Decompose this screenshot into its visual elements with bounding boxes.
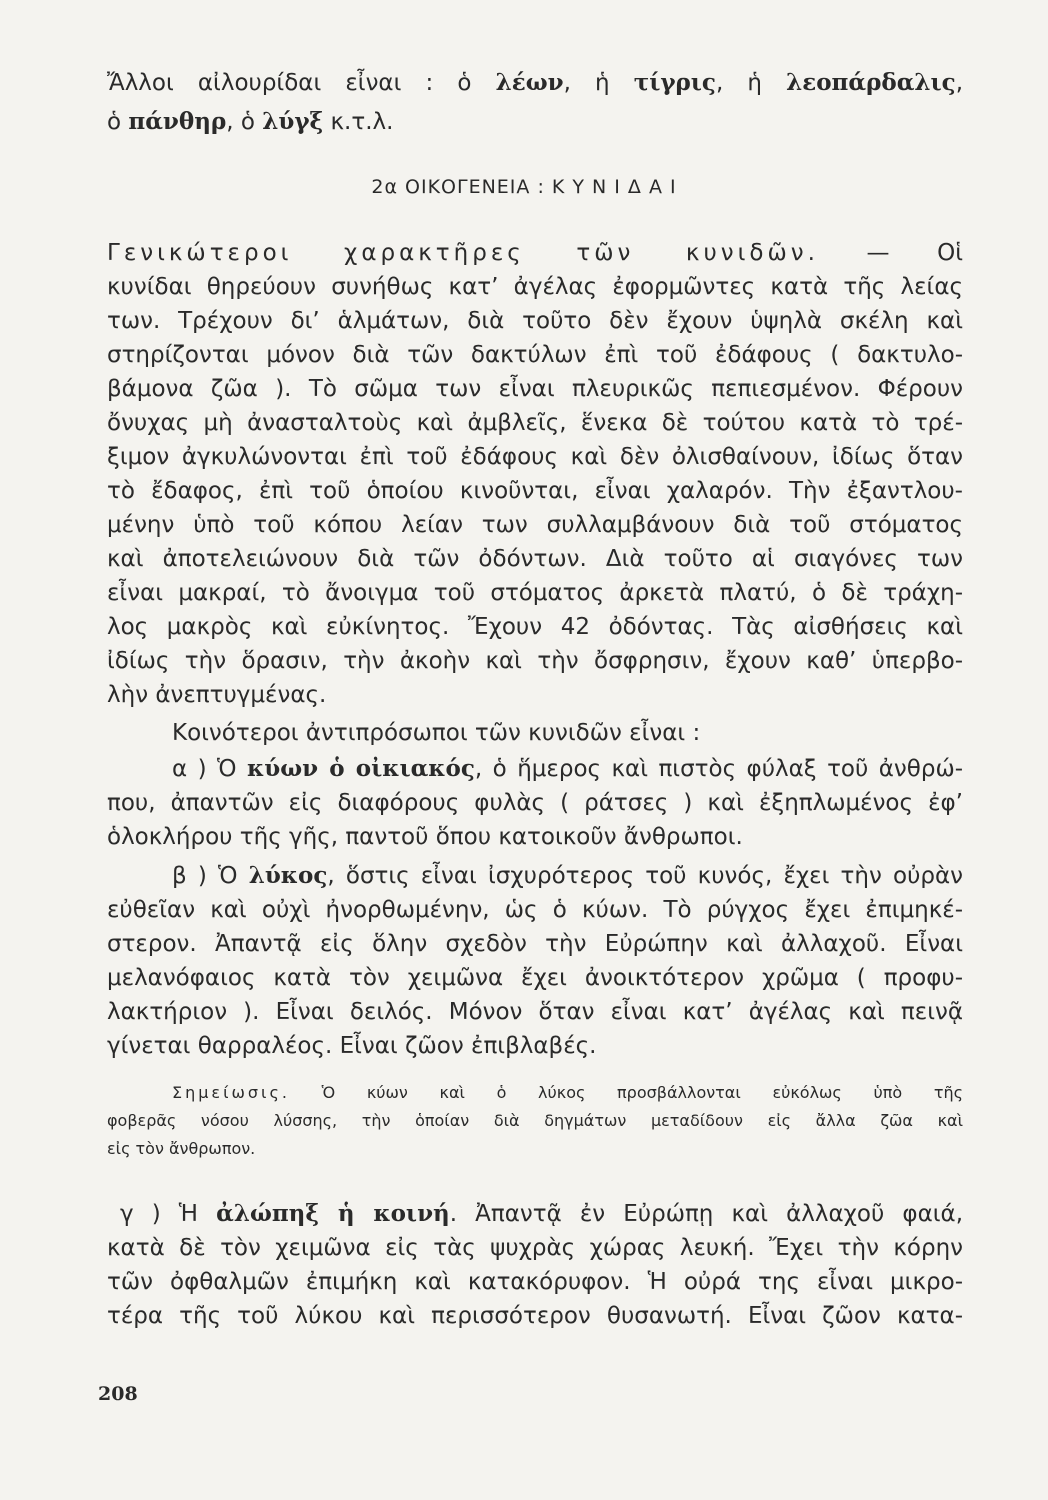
etc-text: κ.τ.λ. xyxy=(323,109,394,135)
term-tiger: τίγρις xyxy=(633,69,716,96)
para1-line: ξιμον ἀγκυλώνονται ἐπὶ τοῦ ἐδάφους καὶ δὲν ὀλισθαίνουν, ἰδίως ὅταν xyxy=(107,444,963,470)
term-lynx: λύγξ xyxy=(262,108,324,135)
term-lion: λέων xyxy=(495,69,564,96)
item-b-line: γίνεται θαρραλέος. Εἶναι ζῶον ἐπιβλαβές. xyxy=(107,1033,597,1059)
intro-text: Ἄλλοι αἰλουρίδαι εἶναι : ὁ xyxy=(107,70,496,96)
section-heading: 2α ΟΙΚΟΓΕΝΕΙΑ : Κ Υ Ν Ι Δ Α Ι xyxy=(371,176,677,198)
para1-line: ὄνυχας μὴ ἀνασταλτοὺς καὶ ἀμβλεῖς, ἕνεκα δὲ τούτου κατὰ τὸ τρέ- xyxy=(107,410,963,436)
term-leopard: λεοπάρδαλις xyxy=(786,69,956,96)
sep: , xyxy=(955,70,963,96)
item-a-text: , ὁ ἥμερος καὶ πιστὸς φύλαξ τοῦ ἀνθρώ- xyxy=(474,756,963,782)
item-a-line: ὁλοκλήρου τῆς γῆς, παντοῦ ὅπου κατοικοῦν ἄνθρωποι. xyxy=(107,824,743,850)
item-b-line: λακτήριον ). Εἶναι δειλός. Μόνον ὅταν εἶναι κατ’ ἀγέλας καὶ πεινᾷ xyxy=(107,999,963,1025)
item-c-name: ἀλώπηξ ἡ κοινή xyxy=(216,1200,450,1227)
para1-line: λὴν ἀνεπτυγμένας. xyxy=(107,682,327,708)
item-c-first-line xyxy=(120,1197,963,1231)
para1-title-line xyxy=(107,236,963,270)
item-a-first-line xyxy=(172,752,963,786)
note-line-3: εἰς τὸν ἄνθρωπον. xyxy=(107,1139,256,1158)
item-c-line: τῶν ὀφθαλμῶν ἐπιμήκη καὶ κατακόρυφον. Ἡ οὐρά της εἶναι μικρο- xyxy=(107,1269,963,1295)
page-number: 208 xyxy=(98,1383,138,1405)
note-label: Σημείωσις. xyxy=(172,1083,290,1102)
para1-line: στηρίζονται μόνον διὰ τῶν δακτύλων ἐπὶ τοῦ ἐδάφους ( δακτυλο- xyxy=(107,342,963,368)
sep: ὁ xyxy=(107,109,129,135)
item-b-name: λύκος xyxy=(248,862,328,889)
item-a-name: κύων ὁ οἰκιακός xyxy=(247,755,475,782)
item-b-line: στερον. Ἀπαντᾷ εἰς ὅλην σχεδὸν τὴν Εὐρώπην καὶ ἀλλαχοῦ. Εἶναι xyxy=(107,931,963,957)
sep: , ὁ xyxy=(226,109,263,135)
representatives-intro: Κοινότεροι ἀντιπρόσωποι τῶν κυνιδῶν εἶναι : xyxy=(172,720,701,746)
para1-line: κυνίδαι θηρεύουν συνήθως κατ’ ἀγέλας ἐφορμῶντες κατὰ τῆς λείας xyxy=(107,274,963,300)
item-b-text: , ὅστις εἶναι ἰσχυρότερος τοῦ κυνός, ἔχει τὴν οὐρὰν xyxy=(327,863,964,889)
intro-line-2 xyxy=(107,105,963,139)
item-c-line: τέρα τῆς τοῦ λύκου καὶ περισσότερον θυσανωτή. Εἶναι ζῶον κατα- xyxy=(107,1303,963,1329)
item-b-marker: β ) Ὁ xyxy=(172,863,249,889)
item-c-text: . Ἀπαντᾷ ἐν Εὐρώπῃ καὶ ἀλλαχοῦ φαιά, xyxy=(449,1201,964,1227)
sep: , ἡ xyxy=(715,70,787,96)
intro-line-1 xyxy=(107,66,963,100)
item-b-first-line xyxy=(172,859,963,893)
para1-line: μένην ὑπὸ τοῦ κόπου λείαν των συλλαμβάνουν διὰ τοῦ στόματος xyxy=(107,512,963,538)
item-a-line: που, ἀπαντῶν εἰς διαφόρους φυλὰς ( ράτσες ) καὶ ἐξηπλωμένος ἐφ’ xyxy=(107,790,963,816)
para1-line: των. Τρέχουν δι’ ἁλμάτων, διὰ τοῦτο δὲν ἔχουν ὑψηλὰ σκέλη καὶ xyxy=(107,308,963,334)
para1-line: τὸ ἔδαφος, ἐπὶ τοῦ ὁποίου κινοῦνται, εἶναι χαλαρόν. Τὴν ἐξαντλου- xyxy=(107,478,963,504)
item-b-line: μελανόφαιος κατὰ τὸν χειμῶνα ἔχει ἀνοικτότερον χρῶμα ( προφυ- xyxy=(107,965,963,991)
para1-line: λος μακρὸς καὶ εὐκίνητος. Ἔχουν 42 ὀδόντας. Τὰς αἰσθήσεις καὶ xyxy=(107,614,963,640)
spaced-title: Γενικώτεροι χαρακτῆρες τῶν κυνιδῶν. xyxy=(107,240,819,266)
note-text: Ὁ κύων καὶ ὁ λύκος προσβάλλονται εὐκόλως ὑπὸ τῆς xyxy=(289,1083,963,1102)
item-c-line: κατὰ δὲ τὸν χειμῶνα εἰς τὰς ψυχρὰς χώρας λευκή. Ἔχει τὴν κόρην xyxy=(107,1235,963,1261)
para1-line: βάμονα ζῶα ). Τὸ σῶμα των εἶναι πλευρικῶς πεπιεσμένον. Φέρουν xyxy=(107,376,963,402)
para1-line: εἶναι μακραί, τὸ ἄνοιγμα τοῦ στόματος ἀρκετὰ πλατύ, ὁ δὲ τράχη- xyxy=(107,580,963,606)
item-b-line: εὐθεῖαν καὶ οὐχὶ ἠνορθωμένην, ὡς ὁ κύων. Τὸ ρύγχος ἔχει ἐπιμηκέ- xyxy=(107,897,963,923)
note-line-2: φοβερᾶς νόσου λύσσης, τὴν ὁποίαν διὰ δηγμάτων μεταδίδουν εἰς ἄλλα ζῶα καὶ xyxy=(107,1111,963,1130)
para1-line: ἰδίως τὴν ὅρασιν, τὴν ἀκοὴν καὶ τὴν ὄσφρησιν, ἔχουν καθ’ ὑπερβο- xyxy=(107,648,963,674)
term-panther: πάνθηρ xyxy=(128,108,227,135)
item-c-marker: γ ) Ἡ xyxy=(120,1201,217,1227)
sep: , ἡ xyxy=(563,70,634,96)
note-line-1 xyxy=(172,1081,963,1105)
para1-line: καὶ ἀποτελειώνουν διὰ τῶν ὀδόντων. Διὰ τοῦτο αἱ σιαγόνες των xyxy=(107,546,963,572)
item-a-marker: α ) Ὁ xyxy=(172,756,248,782)
title-tail: — Οἱ xyxy=(818,240,964,266)
